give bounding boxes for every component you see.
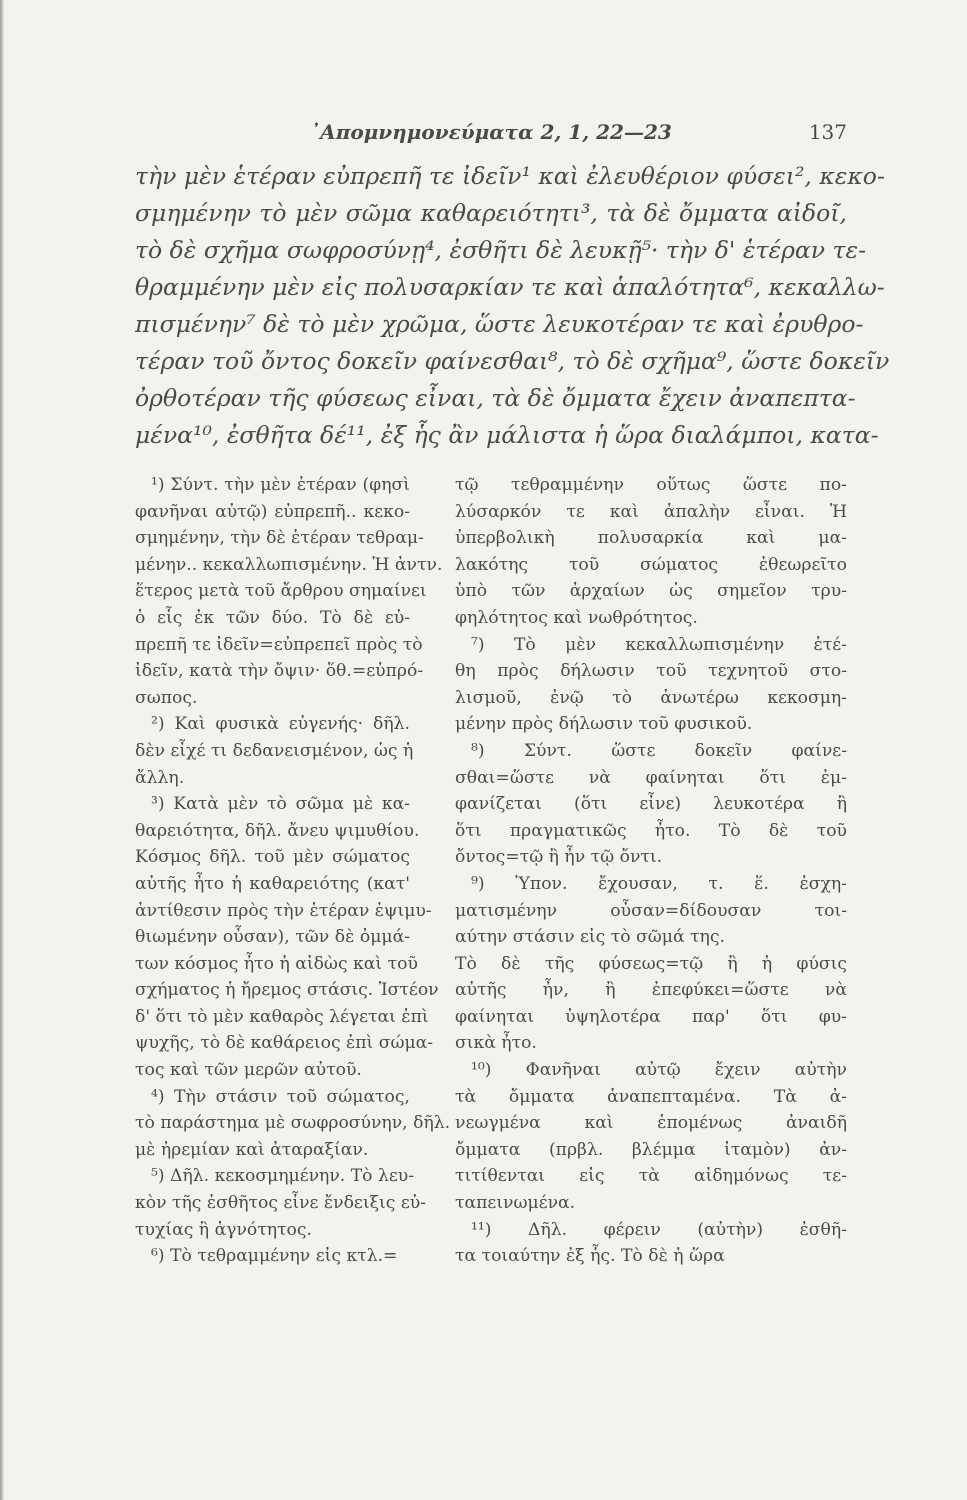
footnote-line: τυχίας ἢ ἁγνότητος.	[135, 1219, 312, 1240]
footnote-line: τὸ παράστημα μὲ σωφροσύνην, δῆλ.	[135, 1113, 451, 1134]
text-line: θραμμένην μὲν εἰς πολυσαρκίαν τε καὶ ἁπαλότητα⁶, κεκαλλω-	[135, 273, 885, 301]
footnote-line: Τὸ δὲ τῆς φύσεως=τῷ ἢ ἡ φύσις	[455, 953, 847, 974]
footnote-line: σχήματος ἡ ἤρεμος στάσις. Ἰστέον	[135, 980, 439, 1001]
footnote-line: ἄλλη.	[135, 767, 185, 788]
footnote-line: αὐτῆς ἦτο ἡ καθαρειότης (κατ'	[135, 873, 410, 894]
footnote-line: ὑπερβολικὴ πολυσαρκία καὶ μα-	[455, 528, 847, 549]
text-line: τέραν τοῦ ὄντος δοκεῖν φαίνεσθαι⁸, τὸ δὲ σχῆμα⁹, ὥστε δοκεῖν	[135, 347, 890, 375]
footnote-line: ⁴) Τὴν στάσιν τοῦ σώματος,	[151, 1086, 410, 1107]
footnote-line: ἰδεῖν, κατὰ τὴν ὄψιν· ὅθ.=εὐπρό-	[135, 661, 424, 682]
footnote-line: νεωγμένα καὶ ἑπομένως ἀναιδῆ	[455, 1113, 847, 1134]
footnote-line: ⁶) Τὸ τεθραμμένην εἰς κτλ.=	[151, 1246, 398, 1267]
text-line: ὀρθοτέραν τῆς φύσεως εἶναι, τὰ δὲ ὄμματα ἔχειν ἀναπεπτα-	[135, 384, 856, 412]
footnote-line: ¹) Σύντ. τὴν μὲν ἑτέραν (φησὶ	[151, 475, 410, 495]
footnote-line: θιωμένην οὖσαν), τῶν δὲ ὀμμά-	[135, 927, 410, 948]
footnote-line: ματισμένην οὖσαν=δίδουσαν τοι-	[455, 900, 847, 921]
footnote-line: ἀντίθεσιν πρὸς τὴν ἑτέραν ἐψιμυ-	[135, 900, 432, 921]
footnote-line: τὰ ὄμματα ἀναπεπταμένα. Τὰ ἀ-	[455, 1086, 847, 1107]
main-text	[135, 158, 890, 454]
footnote-line: ¹¹) Δῆλ. φέρειν (αὐτὴν) ἐσθῆ-	[471, 1219, 847, 1240]
footnote-line: λισμοῦ, ἐνῷ τὸ ἀνωτέρω κεκοσμη-	[455, 687, 847, 708]
footnote-line: Κόσμος δῆλ. τοῦ μὲν σώματος	[135, 847, 410, 868]
footnote-line: ψυχῆς, τὸ δὲ καθάρειος ἐπὶ σώμα-	[135, 1033, 434, 1054]
text-line: μένα¹⁰, ἐσθῆτα δέ¹¹, ἐξ ἧς ἂν μάλιστα ἡ ὥρα διαλάμποι, κατα-	[135, 421, 879, 449]
footnote-line: θαρειότητα, δῆλ. ἄνευ ψιμυθίου.	[135, 820, 420, 841]
footnote-line: σωπος.	[135, 687, 198, 708]
footnotes-left-column	[135, 472, 451, 1270]
footnote-line: ²) Καὶ φυσικὰ εὐγενής· δῆλ.	[151, 714, 410, 735]
footnote-line: τος καὶ τῶν μερῶν αὐτοῦ.	[135, 1060, 362, 1081]
footnote-line: φηλότητος καὶ νωθρότητος.	[455, 607, 698, 628]
footnote-line: ¹⁰) Φανῆναι αὐτῷ ἔχειν αὐτὴν	[471, 1060, 847, 1081]
footnote-line: αὐτῆς ἦν, ἢ ἐπεφύκει=ὥστε νὰ	[455, 980, 847, 1001]
footnote-line: φανῆναι αὐτῷ) εὐπρεπῆ.. κεκο-	[135, 501, 410, 522]
footnote-line: δὲν εἶχέ τι δεδανεισμένον, ὡς ἡ	[135, 740, 414, 761]
footnote-line: λύσαρκόν τε καὶ ἁπαλὴν εἶναι. Ἡ	[455, 501, 847, 522]
footnote-line: τῷ τεθραμμένην οὕτως ὥστε πο-	[455, 475, 847, 495]
footnote-line: ³) Κατὰ μὲν τὸ σῶμα μὲ κα-	[151, 794, 410, 815]
footnote-line: ⁸) Σύντ. ὥστε δοκεῖν φαίνε-	[471, 740, 847, 761]
footnote-line: σικὰ ἦτο.	[455, 1033, 537, 1054]
footnote-line: αύτην στάσιν εἰς τὸ σῶμά της.	[455, 927, 725, 948]
footnote-line: κὸν τῆς ἐσθῆτος εἶνε ἔνδειξις εὐ-	[135, 1193, 427, 1214]
text-line: πισμένην⁷ δὲ τὸ μὲν χρῶμα, ὥστε λευκοτέραν τε καὶ ἐρυθρο-	[135, 310, 864, 338]
footnote-line: μένην.. κεκαλλωπισμένην. Ἡ ἀντν.	[135, 554, 443, 575]
footnote-line: λακότης τοῦ σώματος ἐθεωρεῖτο	[455, 554, 847, 575]
footnote-line: σθαι=ὥστε νὰ φαίνηται ὅτι ἐμ-	[455, 767, 847, 788]
footnote-line: ⁵) Δῆλ. κεκοσμημένην. Τὸ λευ-	[151, 1166, 415, 1187]
footnote-line: σμημένην, τὴν δὲ ἑτέραν τεθραμ-	[135, 528, 424, 549]
footnote-line: τιτίθενται εἰς τὰ αἰδημόνως τε-	[455, 1166, 847, 1187]
page-number: 137	[808, 120, 847, 144]
footnote-line: δ' ὅτι τὸ μὲν καθαρὸς λέγεται ἐπὶ	[135, 1006, 429, 1027]
text-line: σμημένην τὸ μὲν σῶμα καθαρειότητι³, τὰ δὲ ὄμματα αἰδοῖ,	[135, 199, 847, 227]
footnote-line: ταπεινωμένα.	[455, 1193, 576, 1214]
footnote-line: ὅτι πραγματικῶς ἦτο. Τὸ δὲ τοῦ	[455, 820, 847, 841]
footnote-line: ⁷) Τὸ μὲν κεκαλλωπισμένην ἐτέ-	[471, 634, 847, 655]
footnotes-right-column	[455, 472, 847, 1270]
footnote-line: πρεπῆ τε ἰδεῖν=εὐπρεπεῖ πρὸς τὸ	[135, 634, 423, 655]
footnote-line: μὲ ἠρεμίαν καὶ ἀταραξίαν.	[135, 1139, 369, 1160]
footnote-line: των κόσμος ἦτο ἡ αἰδὼς καὶ τοῦ	[135, 953, 418, 974]
footnote-line: ὑπὸ τῶν ἀρχαίων ὡς σημεῖον τρυ-	[455, 581, 847, 602]
page-edge	[0, 0, 4, 1500]
text-line: τὸ δὲ σχῆμα σωφροσύνῃ⁴, ἐσθῆτι δὲ λευκῇ⁵· τὴν δ' ἑτέραν τε-	[135, 236, 867, 264]
footnote-line: ὄμματα (πρβλ. βλέμμα ἰταμὸν) ἀν-	[455, 1139, 847, 1160]
text-line: τὴν μὲν ἑτέραν εὐπρεπῆ τε ἰδεῖν¹ καὶ ἐλευθέριον φύσει², κεκο-	[135, 162, 885, 190]
footnote-line: φανίζεται (ὅτι εἶνε) λευκοτέρα ἢ	[455, 794, 847, 815]
footnote-line: τα τοιαύτην ἐξ ἧς. Τὸ δὲ ἡ ὥρα	[455, 1246, 725, 1267]
footnote-line: ἕτερος μετὰ τοῦ ἄρθρου σημαίνει	[135, 581, 427, 602]
footnote-line: ὄντος=τῷ ἢ ἦν τῷ ὄντι.	[455, 847, 663, 868]
running-title: ᾿Απομνημονεύματα 2, 1, 22—23	[310, 120, 672, 144]
footnote-line: ⁹) Ὑπον. ἔχουσαν, τ. ἕ. ἐσχη-	[471, 873, 847, 894]
footnote-line: ὁ εἷς ἐκ τῶν δύο. Τὸ δὲ εὐ-	[135, 607, 410, 628]
footnote-line: μένην πρὸς δήλωσιν τοῦ φυσικοῦ.	[455, 714, 753, 735]
running-header	[135, 120, 847, 156]
footnote-line: φαίνηται ὑψηλοτέρα παρ' ὅτι φυ-	[455, 1006, 847, 1027]
footnote-line: θη πρὸς δήλωσιν τοῦ τεχνητοῦ στο-	[455, 661, 847, 682]
